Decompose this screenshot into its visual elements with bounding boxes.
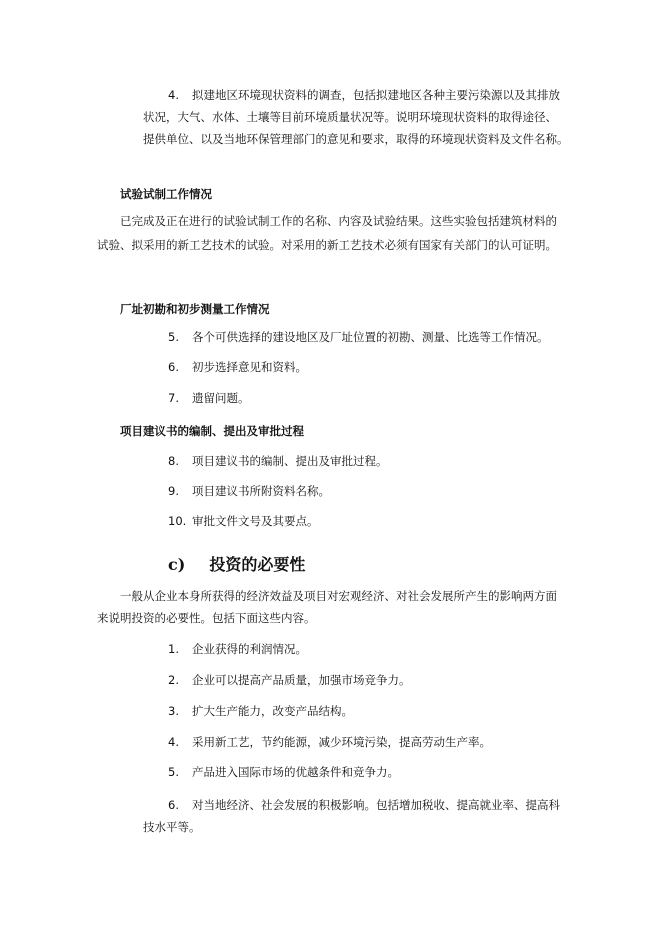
item-number: 3. bbox=[168, 704, 179, 718]
item-text: 项目建议书所附资料名称。 bbox=[192, 484, 330, 498]
item-number: 7. bbox=[168, 391, 179, 405]
item-text: 产品进入国际市场的优越条件和竞争力。 bbox=[192, 765, 399, 779]
section-letter: c) bbox=[168, 555, 186, 574]
section-heading-proposal: 项目建议书的编制、提出及审批过程 bbox=[120, 424, 304, 438]
item-number: 1. bbox=[168, 642, 179, 656]
list-item-4-continuation: 提供单位、以及当地环保管理部门的意见和要求，取得的环境现状资料及文件名称。 bbox=[143, 132, 569, 146]
section-heading-site: 厂址初勘和初步测量工作情况 bbox=[120, 302, 270, 316]
item-text: 项目建议书的编制、提出及审批过程。 bbox=[192, 454, 388, 468]
list-item bbox=[168, 387, 250, 409]
item-number: 6. bbox=[168, 798, 179, 812]
item-number: 5. bbox=[168, 330, 179, 344]
item-text: 对当地经济、社会发展的积极影响。包括增加税收、提高就业率、提高科 bbox=[192, 798, 560, 812]
item-number: 2. bbox=[168, 673, 179, 687]
paragraph-line: 已完成及正在进行的试验试制工作的名称、内容及试验结果。这些实验包括建筑材料的 bbox=[120, 214, 557, 228]
section-c-heading bbox=[168, 552, 305, 575]
item-text: 企业可以提高产品质量，加强市场竞争力。 bbox=[192, 673, 411, 687]
paragraph-line: 试验、拟采用的新工艺技术的试验。对采用的新工艺技术必须有国家有关部门的认可证明。 bbox=[97, 238, 557, 252]
item-text: 采用新工艺，节约能源，减少环境污染，提高劳动生产率。 bbox=[192, 735, 491, 749]
list-item bbox=[168, 794, 560, 816]
section-heading-trial: 试验试制工作情况 bbox=[120, 187, 212, 201]
item-number: 4. bbox=[168, 735, 179, 749]
item-number: 6. bbox=[168, 360, 179, 374]
item-text: 拟建地区环境现状资料的调查，包括拟建地区各种主要污染源以及其排放 bbox=[192, 88, 560, 102]
item-text: 扩大生产能力，改变产品结构。 bbox=[192, 704, 353, 718]
item-text: 各个可供选择的建设地区及厂址位置的初勘、测量、比选等工作情况。 bbox=[192, 330, 549, 344]
list-item bbox=[168, 731, 491, 753]
item-number: 8. bbox=[168, 454, 179, 468]
paragraph-line: 来说明投资的必要性。包括下面这些内容。 bbox=[97, 611, 316, 625]
item-text: 遗留问题。 bbox=[192, 391, 250, 405]
section-title: 投资的必要性 bbox=[209, 555, 306, 574]
item-number: 10. bbox=[168, 514, 187, 528]
list-item-continuation: 技水平等。 bbox=[143, 820, 201, 834]
list-item bbox=[168, 700, 353, 722]
list-item-4-continuation: 状况，大气、水体、土壤等目前环境质量状况等。说明环境现状资料的取得途径、 bbox=[143, 110, 557, 124]
item-number: 9. bbox=[168, 484, 179, 498]
item-text: 审批文件文号及其要点。 bbox=[192, 514, 319, 528]
item-number: 5. bbox=[168, 765, 179, 779]
list-item bbox=[168, 480, 330, 502]
paragraph-line: 一般从企业本身所获得的经济效益及项目对宏观经济、对社会发展所产生的影响两方面 bbox=[120, 589, 557, 603]
item-number: 4. bbox=[168, 88, 179, 102]
list-item bbox=[168, 669, 411, 691]
list-item bbox=[168, 638, 307, 660]
list-item bbox=[168, 356, 307, 378]
list-item bbox=[168, 450, 388, 472]
list-item bbox=[168, 326, 549, 348]
item-text: 企业获得的利润情况。 bbox=[192, 642, 307, 656]
list-item-4-top bbox=[168, 84, 560, 106]
list-item bbox=[168, 761, 399, 783]
item-text: 初步选择意见和资料。 bbox=[192, 360, 307, 374]
list-item bbox=[168, 510, 319, 532]
